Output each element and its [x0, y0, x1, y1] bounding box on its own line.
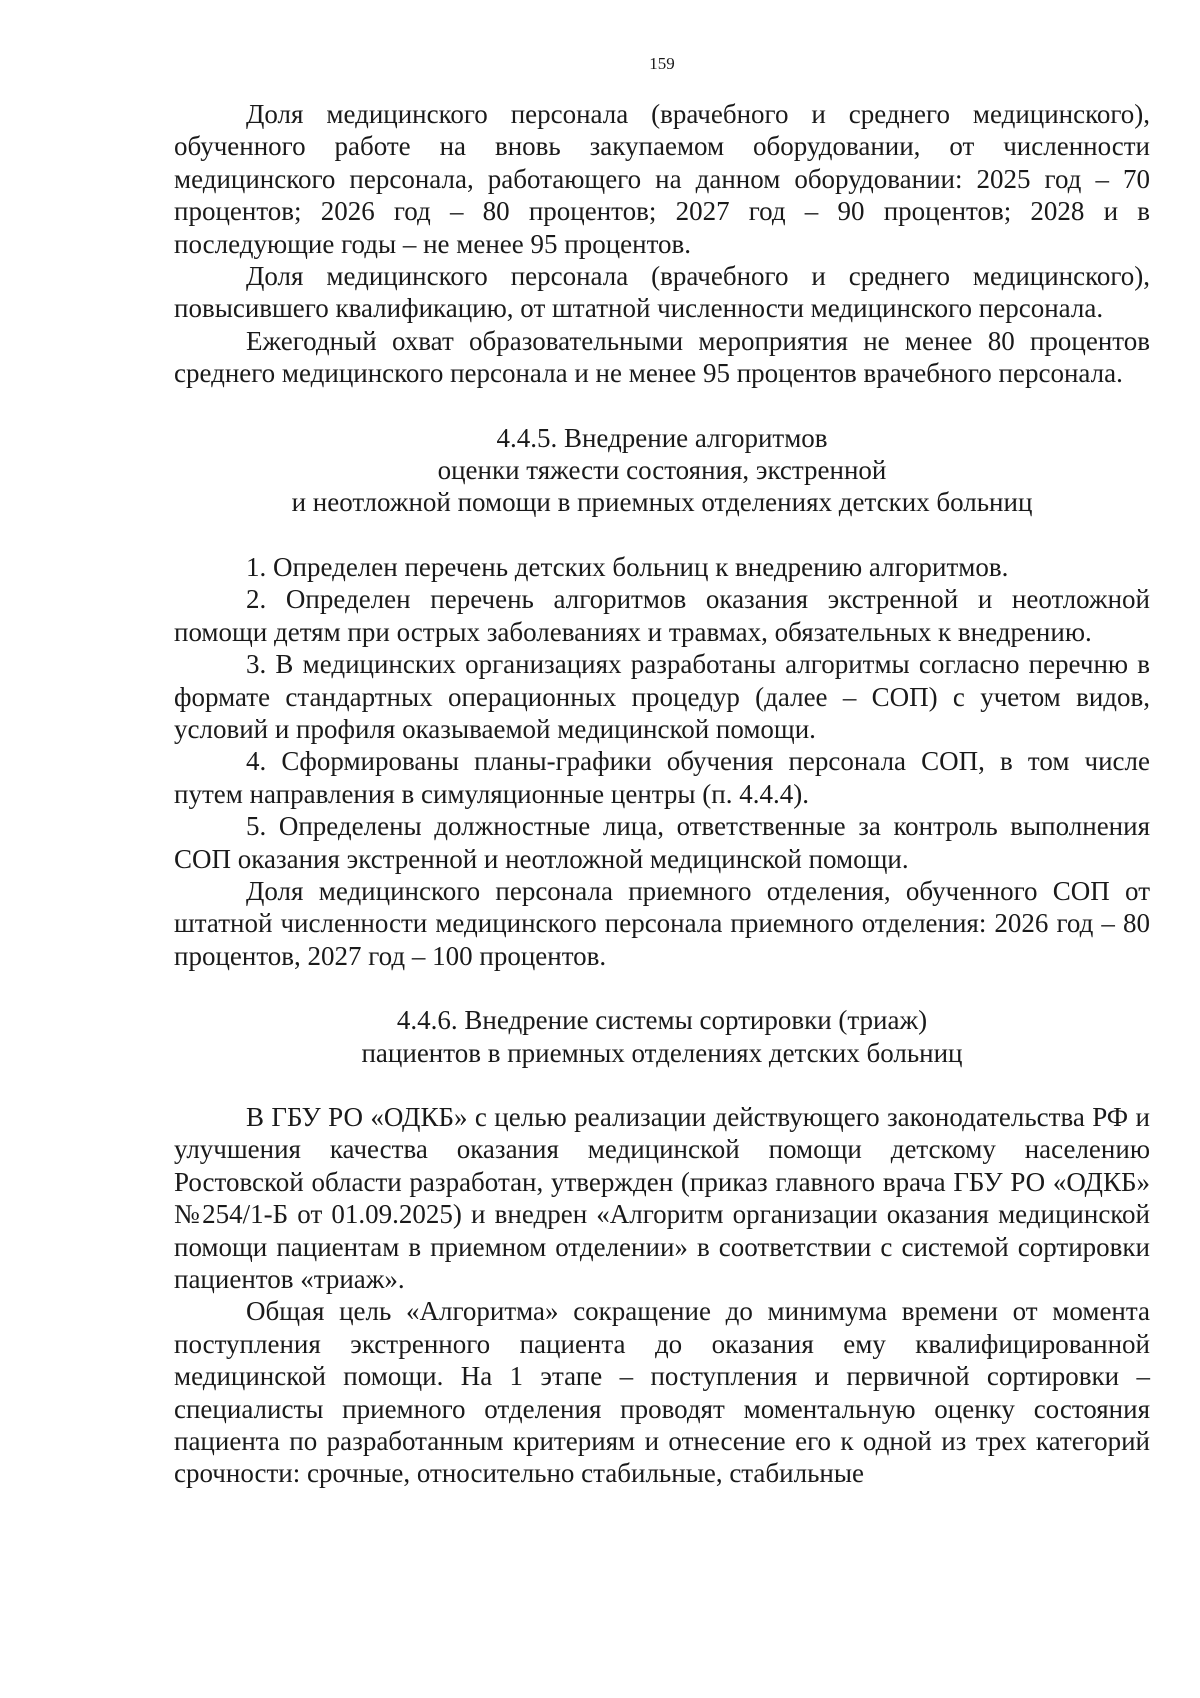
heading-line: и неотложной помощи в приемных отделениях детских больниц: [291, 487, 1033, 518]
list-item: 1. Определен перечень детских больниц к внедрению алгоритмов.: [246, 551, 1009, 582]
paragraph: Доля медицинского персонала (врачебного и среднего медицинского), обученного работе на вновь закупаемом оборудовании, от численности медицинского персонала, работающего на данном оборудовании: 2025 год – 70 процентов; 2026 год – 80 процентов; 2027 год – 90 процентов; 2028 и в последующие годы – не менее 95 процентов.: [174, 99, 1150, 259]
section-top: [174, 98, 1150, 390]
list-item: 2. Определен перечень алгоритмов оказания экстренной и неотложной помощи детям при острых заболеваниях и травмах, обязательных к внедрению.: [174, 584, 1150, 647]
list-item: 5. Определены должностные лица, ответственные за контроль выполнения СОП оказания экстренной и неотложной медицинской помощи.: [174, 811, 1150, 874]
list-item: 3. В медицинских организациях разработаны алгоритмы согласно перечню в формате стандартных операционных процедур (далее – СОП) с учетом видов, условий и профиля оказываемой медицинской помощи.: [174, 649, 1150, 744]
document-page: [174, 52, 1150, 1490]
list-item: 4. Сформированы планы-графики обучения персонала СОП, в том числе путем направления в симуляционные центры (п. 4.4.4).: [174, 746, 1150, 809]
section-heading-4-4-5: [174, 422, 1150, 519]
heading-line: оценки тяжести состояния, экстренной: [437, 455, 887, 486]
heading-line: пациентов в приемных отделениях детских больниц: [361, 1037, 963, 1068]
paragraph: Доля медицинского персонала приемного отделения, обученного СОП от штатной численности медицинского персонала приемного отделения: 2026 год – 80 процентов, 2027 год – 100 процентов.: [174, 875, 1150, 971]
paragraph: Ежегодный охват образовательными мероприятия не менее 80 процентов среднего медицинского персонала и не менее 95 процентов врачебного персонала.: [174, 325, 1150, 389]
heading-line: 4.4.5. Внедрение алгоритмов: [496, 422, 828, 453]
page-number: 159: [649, 54, 675, 73]
paragraph: В ГБУ РО «ОДКБ» с целью реализации действующего законодательства РФ и улучшения качества оказания медицинской помощи детскому населению Ростовской области разработан, утвержден (приказ главного врача ГБУ РО «ОДКБ» №254/1-Б от 01.09.2025) и внедрен «Алгоритм организации оказания медицинской помощи пациентам в приемном отделении» в соответствии с системой сортировки пациентов «триаж».: [174, 1101, 1150, 1294]
paragraph: Общая цель «Алгоритма» сокращение до минимума времени от момента поступления экстренного пациента до оказания ему квалифицированной медицинской помощи. На 1 этапе – поступления и первичной сортировки – специалисты приемного отделения проводят моментальную оценку состояния пациента по разработанным критериям и отнесение его к одной из трех категорий срочности: срочные, относительно стабильные, стабильные: [174, 1296, 1150, 1489]
section-heading-4-4-6: [174, 1004, 1150, 1069]
heading-line: 4.4.6. Внедрение системы сортировки (триаж): [396, 1005, 928, 1036]
section-body-4-4-6: [174, 1101, 1150, 1490]
section-body-4-4-5: [174, 551, 1150, 972]
paragraph: Доля медицинского персонала (врачебного и среднего медицинского), повысившего квалификацию, от штатной численности медицинского персонала.: [174, 261, 1150, 324]
